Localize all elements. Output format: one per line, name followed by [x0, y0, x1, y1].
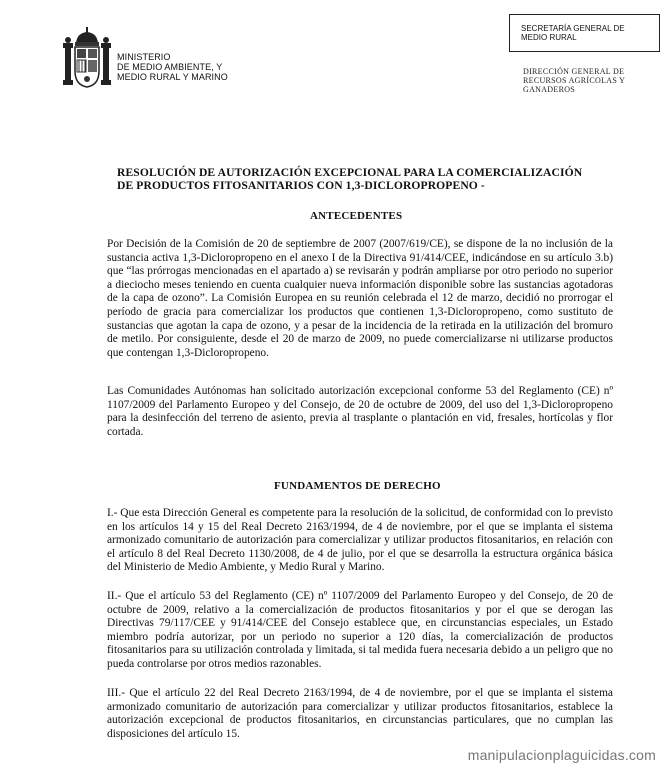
fundamento-paragraph: II.- Que el artículo 53 del Reglamento (CE) nº 1107/2009 del Parlamento Europeo y del Consejo, de 20 de octubre de 2009, relativo a la comercialización de productos fitosanitarios y por el que se derogan las Directivas 79/117/CEE y 91/414/CEE del Consejo establece que, en circunstancias especiales, un Estado miembro podría autorizar, por un periodo no superior a 120 días, la comercialización de productos fitosanitarios para su utilización controlada y limitada, si tal medida fuera necesaria debido a un peligro que no pueda controlarse por otros medios razonables.	[107, 590, 613, 670]
title-line: RESOLUCIÓN DE AUTORIZACIÓN EXCEPCIONAL PARA LA COMERCIALIZACIÓN	[117, 166, 583, 179]
direccion-line: RECURSOS AGRÍCOLAS Y	[523, 76, 626, 85]
antecedentes-paragraph: Las Comunidades Autónomas han solicitado autorización excepcional conforme 53 del Reglamento (CE) nº 1107/2009 del Parlamento Europeo y del Consejo, de 20 de octubre de 2009, del uso del 1,3-Dicloropropeno para la desinfección del terreno de asiento, previa al trasplante o plantación en vid, fresales, hortícolas y flor cortada.	[107, 385, 613, 438]
title-line: DE PRODUCTOS FITOSANITARIOS CON 1,3-DICLOROPROPENO -	[117, 178, 485, 192]
ministry-line: MINISTERIO	[117, 52, 171, 62]
ministry-line: DE MEDIO AMBIENTE, Y	[117, 62, 223, 72]
direccion-line: GANADEROS	[523, 85, 576, 94]
secretaria-stamp	[509, 14, 660, 52]
fundamento-paragraph: I.- Que esta Dirección General es competente para la resolución de la solicitud, de conformidad con lo previsto en los artículos 14 y 15 del Real Decreto 2163/1994, de 4 de noviembre, por el que se implanta el sistema armonizado comunitario de autorización para comercializar y utilizar productos fitosanitarios, en relación con el artículo 8 del Real Decreto 1130/2008, de 4 de julio, por el que se desarrolla la estructura orgánica básica del Ministerio de Medio Ambiente, y Medio Rural y Marino.	[107, 507, 613, 574]
coat-of-arms-icon	[63, 27, 111, 89]
antecedentes-heading: ANTECEDENTES	[310, 210, 403, 222]
fundamentos-heading: FUNDAMENTOS DE DERECHO	[274, 480, 441, 492]
direccion-line: DIRECCIÓN GENERAL DE	[523, 67, 625, 76]
stamp-line: MEDIO RURAL	[521, 33, 577, 42]
ministry-line: MEDIO RURAL Y MARINO	[117, 72, 228, 82]
watermark: manipulacionplaguicidas.com	[467, 747, 656, 763]
antecedentes-paragraph: Por Decisión de la Comisión de 20 de septiembre de 2007 (2007/619/CE), se dispone de la no inclusión de la sustancia activa 1,3-Dicloropropeno en el anexo I de la Directiva 91/414/CEE, indicándose en su artículo 3.b) que “las prórrogas mencionadas en el apartado a) se revisarán y podrán ampliarse por otro periodo no superior a dieciocho meses teniendo en cuenta cualquier nueva información disponible sobre las sustancias agotadoras de la capa de ozono”. La Comisión Europea en su reunión celebrada el 12 de marzo, decidió no prorrogar el período de gracia para comercializar los productos que contienen 1,3-Dicloropropeno, como sustituto de sustancias que agotan la capa de ozono, y a pesar de la incidencia de la retirada en la utilización del bromuro de metilo. Por consiguiente, desde el 20 de marzo de 2009, no puede comercializarse ni utilizarse productos que contengan 1,3-Dicloropropeno.	[107, 238, 613, 359]
stamp-line: SECRETARÍA GENERAL DE	[521, 24, 625, 33]
document-title	[117, 167, 617, 192]
direccion-general	[523, 67, 625, 94]
ministry-name	[117, 52, 228, 82]
fundamento-paragraph: III.- Que el artículo 22 del Real Decreto 2163/1994, de 4 de noviembre, por el que se implanta el sistema armonizado comunitario de autorización para comercializar y utilizar productos fitosanitarios, establece la autorización excepcional de productos fitosanitarios, en circunstancias particulares, que no cumplan las disposiciones del artículo 15.	[107, 687, 613, 740]
